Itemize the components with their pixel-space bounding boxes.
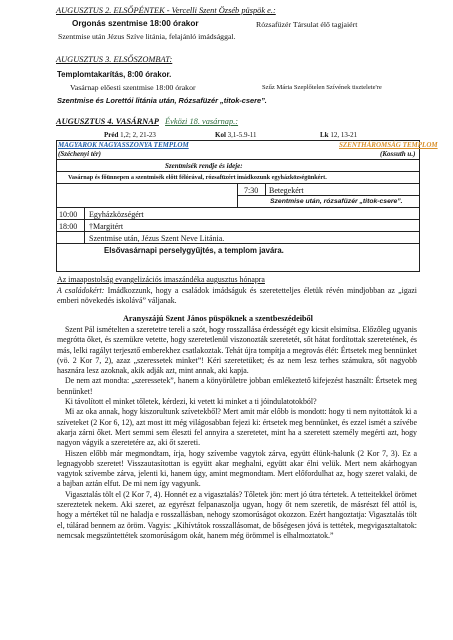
article-paragraph: Hiszen előbb már megmondtam, írja, hogy szívembe vagytok zárva, együtt élünk-halunk (2 Kor 7, 3). Ez a legnagyobb szeretet! Visszautasítottan is együtt akar meghalni, együtt akar élni velük. Mert nem akárhogyan vagytok szívembe zárva, jelenti ki, hanem úgy, amint megmondtam. Mert előfordulhat az, hogy szeret valaki, de a bajban aztán elfut. De mi nem így vagyunk. xyxy=(57,448,417,489)
schedule-order-title: Szentmisék rendje és ideje: xyxy=(165,162,243,170)
reading-lk-label: Lk xyxy=(320,131,329,139)
left-mass-time-1: 10:00 xyxy=(59,210,78,219)
article-title: Aranyszájú Szent János püspöknek a szentbeszédeiből xyxy=(123,314,313,323)
prayer-intention-label: A családokért: xyxy=(57,286,105,295)
article-paragraph: Szent Pál ismételten a szeretetre tereli a szót, hogy rosszallása érdességét egy kicsit elsimítsa. Előzőleg ugyanis megrótta őket, és szemükre vetette, hogy szeretetlenül viszonozták szeretetét, sőt hátat fordítottak szeretetének, és más, lelki ragályt terjesztő emberekhez csatlakoztak. Tehát újra tompítja a megrovás élét: Értsetek meg bennünket (vö. 2 Kor 7, 2), azaz „szeressetek minket”! Kéri szeretetüket; és az nem lesz terhes számukra, sőt nagyobb hasznára lesz azoknak, akik adják azt, mint annak, aki kapja. xyxy=(57,325,417,376)
left-church-sub: (Széchenyi tér) xyxy=(58,150,101,158)
sunday-header-line xyxy=(56,117,238,126)
prayer-intention-title: Az imaapostolság evangelizációs imaszándéka augusztus hónapra xyxy=(57,275,265,284)
left-mass-intention-2: †Margitért xyxy=(89,222,124,231)
right-church-title: SZENTHÁROMSÁG TEMPLOM xyxy=(339,141,438,149)
friday-mass-note: Rózsafüzér Társulat élő tagjaiért xyxy=(256,20,358,29)
schedule-note: Vasárnap és főünnepen a szentmisék előtt félórával, rózsafüzért imádkozunk egyházközségünkért. xyxy=(68,174,327,181)
friday-header: AUGUSZTUS 2. ELSŐPÉNTEK - Vercelli Szent Özséb püspök e.: xyxy=(56,6,276,15)
readings-line xyxy=(104,131,156,139)
right-mass-time: 7:30 xyxy=(244,186,259,195)
prayer-intention-body xyxy=(57,286,417,307)
saturday-header: AUGUSZTUS 3. ELSŐSZOMBAT: xyxy=(56,55,173,64)
friday-litany: Szentmise után Jézus Szíve litánia, felajánló imádsággal. xyxy=(58,32,236,41)
right-church-sub: (Kossuth u.) xyxy=(380,150,416,158)
left-church-title: MAGYAROK NAGYASSZONYA TEMPLOM xyxy=(58,141,189,149)
saturday-rosary: Szentmise és Lorettói litánia után, Rózsafüzér „titok-csere”. xyxy=(57,96,267,105)
sunday-header: AUGUSZTUS 4. VASÁRNAP xyxy=(56,117,159,126)
reading-pred-label: Préd xyxy=(104,131,119,139)
reading-kol-label: Kol xyxy=(215,131,226,139)
prayer-intention-text: Imádkozzunk, hogy a családok imádságuk és szeretetteljes életük révén mindjobban az „igazi emberi növekedés iskolává” váljanak. xyxy=(57,286,417,306)
readings-kol xyxy=(215,131,257,139)
article-paragraph: Mi az oka annak, hogy kiszorultunk szívetekből? Mert amit már előbb is mondott: hogy ti nem nyitottátok ki a szíveteket (2 Kor 6, 12), azt most itt még világosabban fejezi ki: értsetek meg bennünket, és ezzel ismét a szívébe akarja zárni őket. Mert semmi sem éleszti fel annyira a szeretetet, mint ha a szeretett személy megérti azt, hogy nagyon vágyik a szeretetére az, aki őt szereti. xyxy=(57,407,417,448)
left-after-mass xyxy=(89,234,224,243)
collection-note: Elsővasárnapi perselygyűjtés, a templom javára. xyxy=(104,246,284,255)
friday-mass: Orgonás szentmise 18:00 órakor xyxy=(72,19,199,28)
left-mass-time-2: 18:00 xyxy=(59,222,78,231)
saturday-cleaning: Templomtakarítás, 8:00 órakor. xyxy=(57,70,172,79)
reading-kol: 3,1-5.9-11 xyxy=(227,131,257,139)
reading-lk: 12, 13-21 xyxy=(330,131,358,139)
article-paragraph: Vigasztalás tölt el (2 Kor 7, 4). Honnét ez a vigasztalás? Tőletek jön: mert jó útra tértetek. A tetteitekkel örömet szereztetek nekem. Aki szeret, az egyrészt felpanaszolja ugyan, hogy őt nem szeretik, de másrészt fél attól is, hogy a mértéket túl ne haladja e rosszallásban, nehogy szomorúságot okozzon. Ezért hangoztatja: Vigasztalás tölt el, túlárad bennem az öröm. Vagyis: „Kihívtátok rosszallásomat, de bőségesen jóvá is tettétek, megvigasztaltatok: nemcsak megszüntettétek szomorúságom okát, hanem még örömmel is elhalmoztatok.” xyxy=(57,489,417,540)
sunday-header-suffix: Évközi 18. vasárnap.: xyxy=(165,117,239,126)
saturday-vigil: Vasárnap előesti szentmise 18:00 órakor xyxy=(70,83,196,92)
saturday-vigil-note: Szűz Mária Szeplőtelen Szívének tisztelete're xyxy=(262,84,382,91)
article-body xyxy=(57,325,417,541)
left-after-mass-text: Szentmise után, Jézus Szent Neve Litánia. xyxy=(89,234,225,243)
right-after-mass: Szentmise után, rózsafüzér „titok-csere”. xyxy=(270,198,403,205)
right-mass-intention: Betegekért xyxy=(269,186,304,195)
left-mass-intention-1: Egyházközségért xyxy=(89,210,144,219)
readings-lk xyxy=(320,131,357,139)
article-paragraph: Ki távolított el minket tőletek, kérdezi, ki vetett ki minket a ti jóindulatotokból? xyxy=(65,397,317,407)
article-paragraph: De nem azt mondta: „szeressetek”, hanem a könyörületre jobban emlékeztető kifejezést használt: Értsetek meg bennünket! xyxy=(57,376,417,396)
reading-pred: 1,2; 2, 21-23 xyxy=(120,131,156,139)
